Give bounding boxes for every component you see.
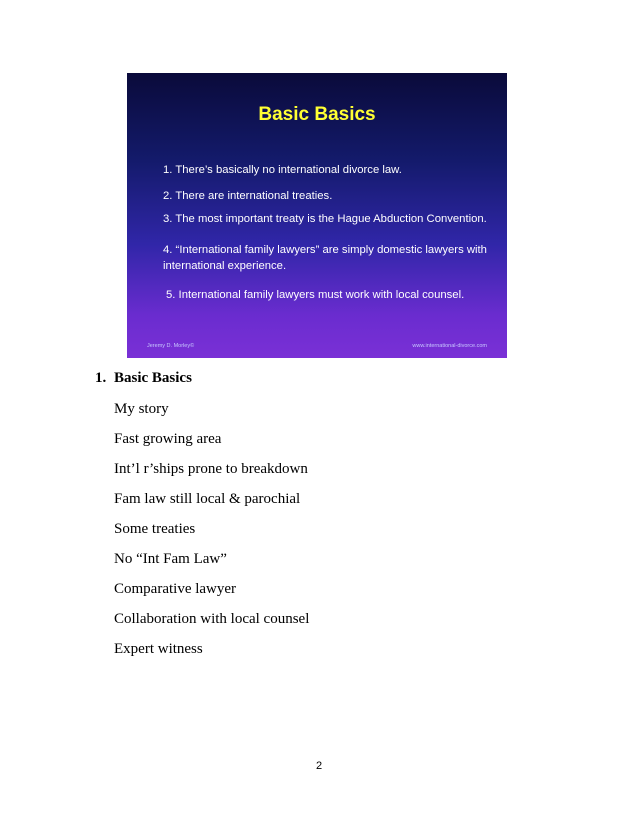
slide-point: 4. “International family lawyers” are simply domestic lawyers with international experience. <box>163 244 487 272</box>
list-item: No “Int Fam Law” <box>114 551 227 567</box>
list-item: Collaboration with local counsel <box>114 611 310 627</box>
slide-point: 1. There’s basically no international divorce law. <box>163 164 402 176</box>
slide-point: 3. The most important treaty is the Hague Abduction Convention. <box>163 213 487 225</box>
section-heading-text: Basic Basics <box>114 370 192 386</box>
list-item: Comparative lawyer <box>114 581 237 597</box>
list-item: Expert witness <box>114 641 203 657</box>
page-number: 2 <box>315 760 323 772</box>
list-item: My story <box>114 401 169 417</box>
slide-footer-url: www.international-divorce.com <box>412 343 487 349</box>
list-item: Some treaties <box>114 521 196 537</box>
section-heading <box>95 370 545 390</box>
slide-footer-author: Jeremy D. Morley© <box>147 343 195 349</box>
slide-point: 2. There are international treaties. <box>163 190 333 202</box>
notes-list <box>95 400 545 670</box>
list-item: Int’l r’ships prone to breakdown <box>114 461 308 477</box>
section-number: 1. <box>95 370 107 386</box>
notes-section <box>95 370 545 670</box>
slide-point: 5. International family lawyers must work with local counsel. <box>166 289 465 301</box>
list-item: Fast growing area <box>114 431 222 447</box>
list-item: Fam law still local & parochial <box>114 491 301 507</box>
slide-image <box>127 73 507 358</box>
slide-title: Basic Basics <box>258 104 376 125</box>
